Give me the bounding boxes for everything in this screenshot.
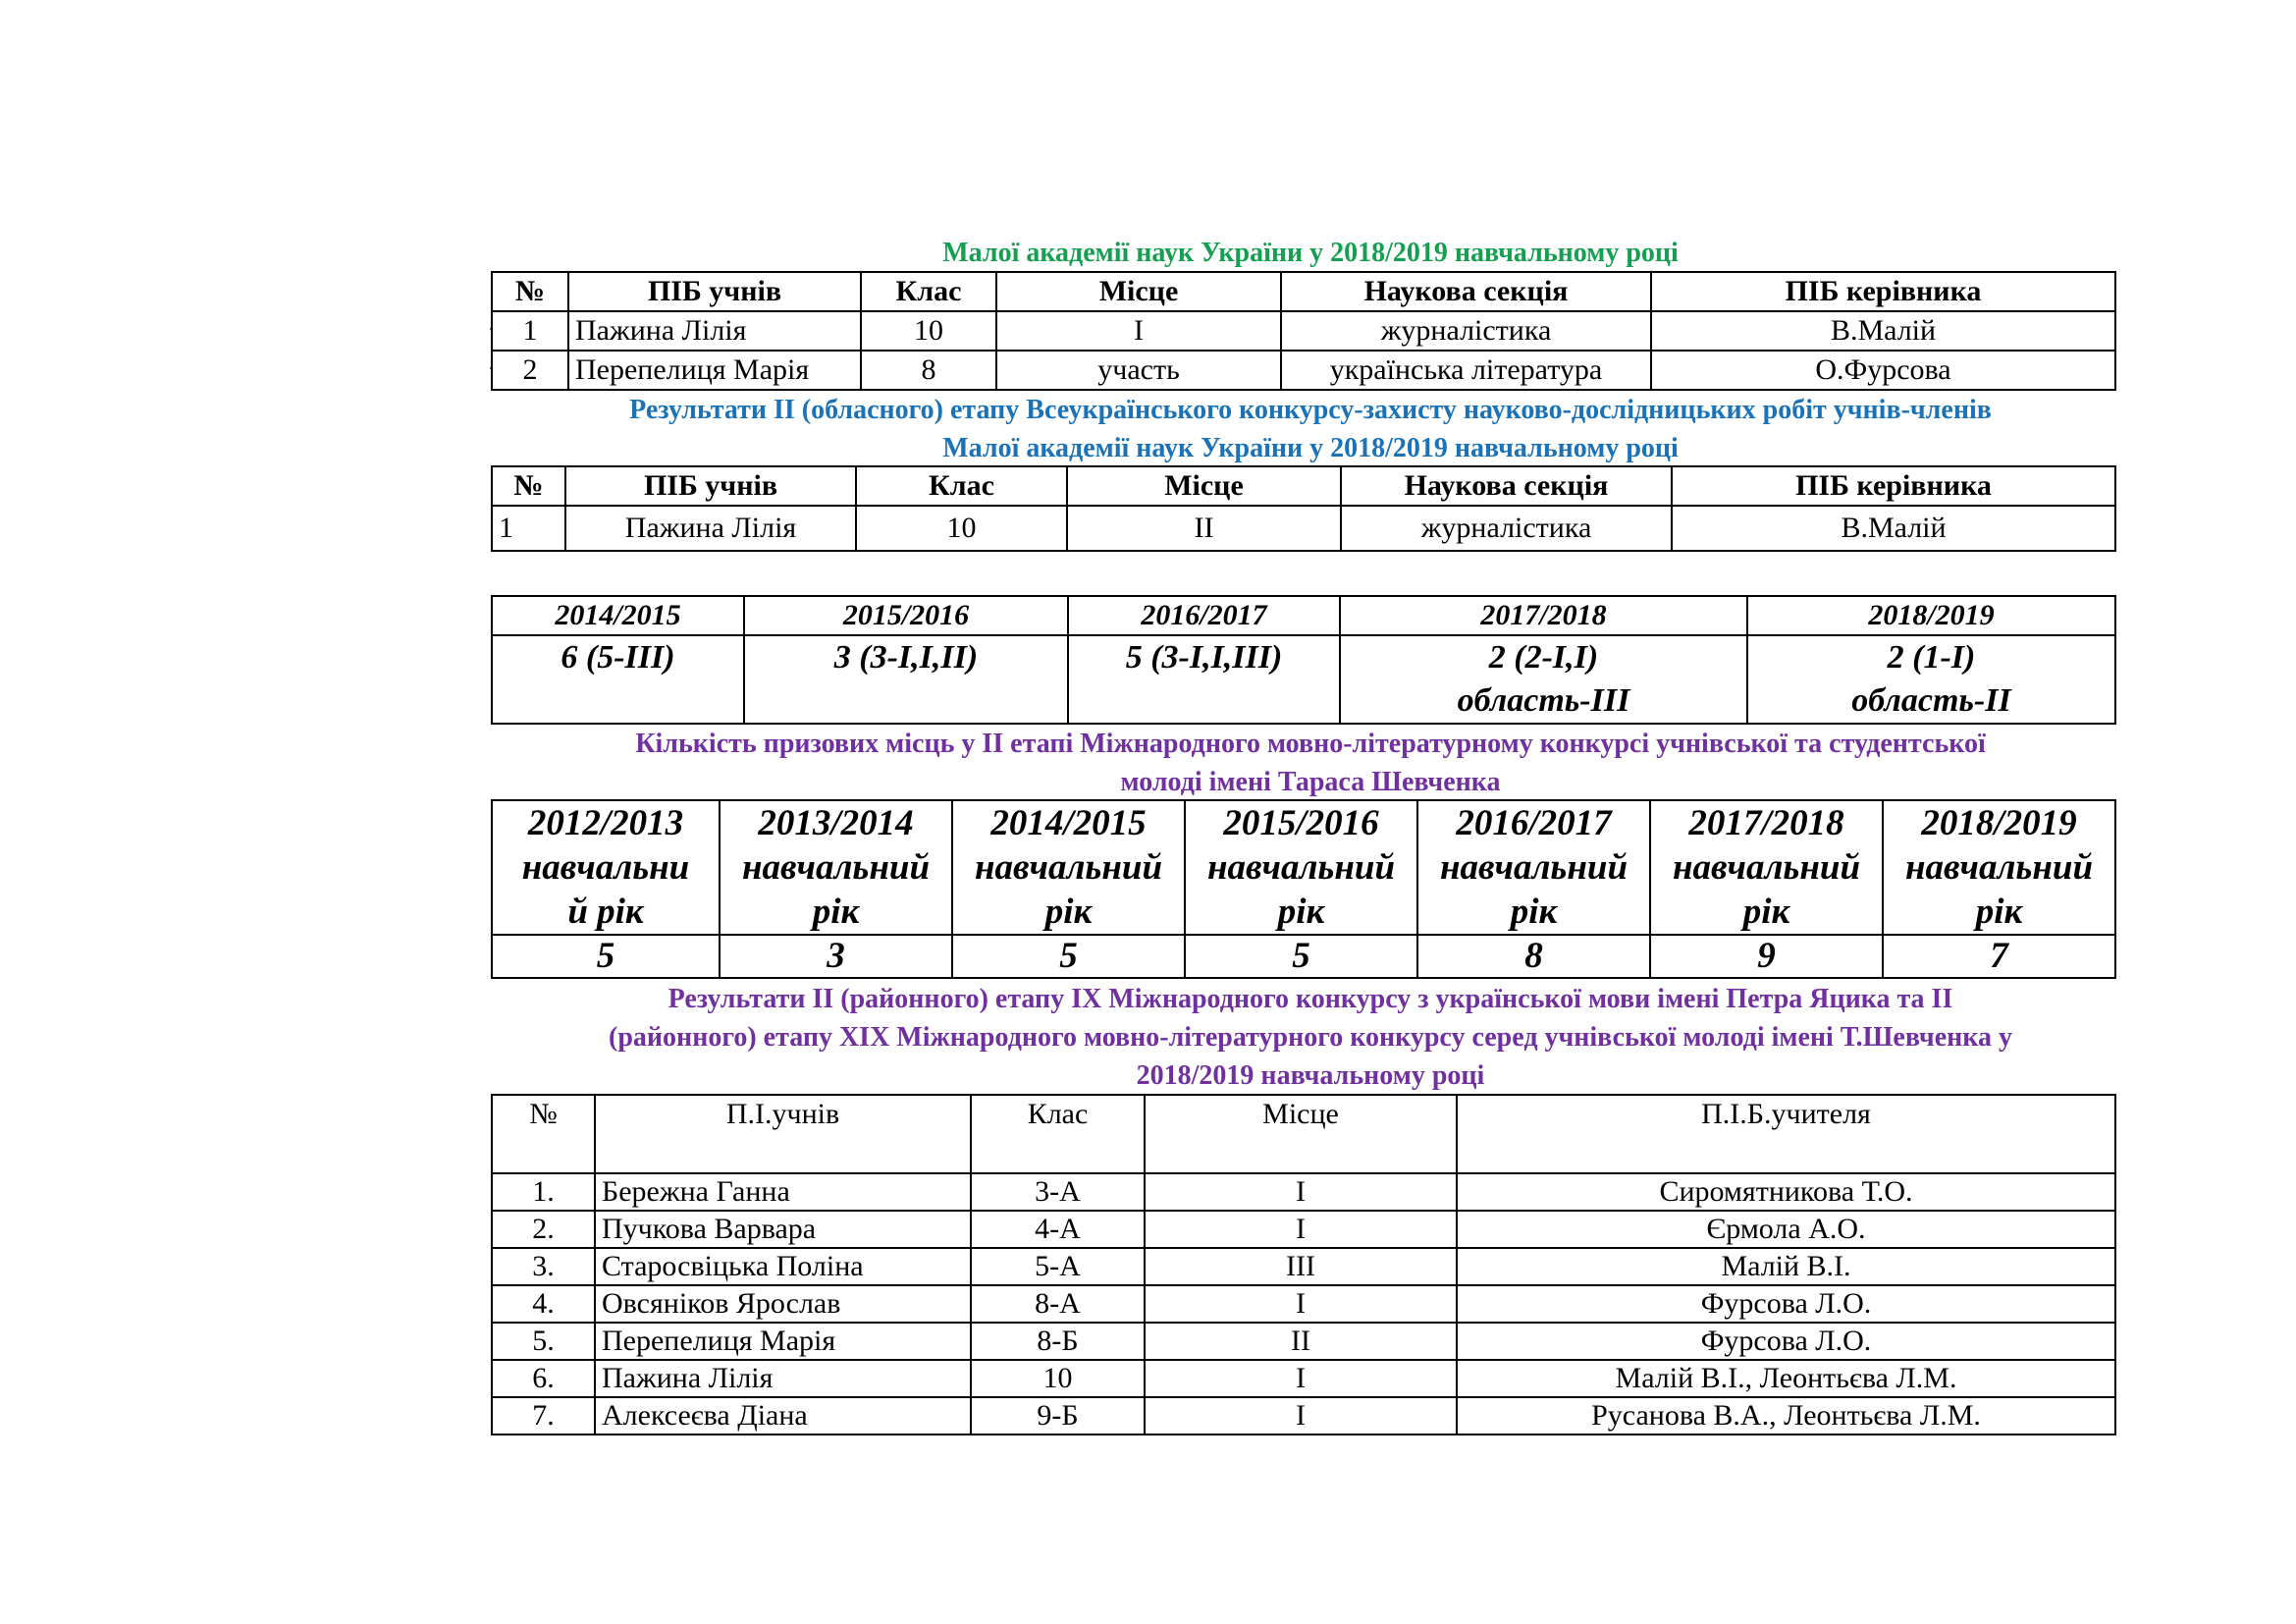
header-year [952,800,1185,935]
cell-line1: 3 (3-І,І,ІІ) [833,639,979,676]
header-section: Наукова секція [1341,466,1672,506]
cell-section: журналістика [1281,311,1651,351]
cell-section: українська література [1281,351,1651,390]
cell-grade: 3-А [971,1173,1145,1211]
cell-prize-count: 9 [1650,935,1883,978]
cell-number: 5. [492,1323,595,1360]
cell-student-name: Старосвіцька Поліна [595,1248,971,1285]
section4-heading-line1: Кількість призових місць у ІІ етапі Міжнародного мовно-літературному конкурсі учнівської та студентської [635,729,1986,759]
year-label: 2016/2017 [1456,803,1612,843]
section5-heading [471,980,2150,1095]
header-place: Місце [996,272,1281,311]
year-suffix: навчальний [1206,847,1396,888]
table-row [492,635,2115,724]
year-suffix: навчальний [1904,847,2094,888]
table-row [492,935,2115,978]
table-header-row [492,272,2115,311]
cell-place: ІІ [1145,1323,1457,1360]
section5-heading-line1: Результати ІІ (районного) етапу ІХ Міжнародного конкурсу з української мови імені Петра Яцика та ІІ [667,984,1953,1014]
section2-heading-line2: Малої академії наук України у 2018/2019 навчальному році [942,433,1679,463]
header-grade: Клас [861,272,996,311]
cell-place: І [1145,1211,1457,1248]
year-suffix: рік [1510,892,1558,932]
cell-student-name: Перепелиця Марія [568,351,861,390]
header-place: Місце [1067,466,1341,506]
table-header-row [492,596,2115,635]
cell-section: журналістика [1341,506,1672,551]
cell-number: 1. [492,1173,595,1211]
cell-supervisor: В.Малій [1672,506,2115,551]
cell-grade: 8 [861,351,996,390]
year-suffix: навчальний [1672,847,1861,888]
cell-prize-count: 5 [1185,935,1417,978]
header-year: 2015/2016 [744,596,1068,635]
cell-number: 1 [492,506,565,551]
table-shevchenko-prizes [491,799,2114,979]
table-row [492,506,2115,551]
cell-grade: 4-А [971,1211,1145,1248]
cell-line2: область-ІІІ [1457,682,1630,719]
header-place: Місце [1145,1095,1457,1173]
table-header-row [492,800,2115,935]
cell-grade: 8-Б [971,1323,1145,1360]
cell-line1: 2 (1-І) [1887,639,1976,676]
header-student-name: ПІБ учнів [565,466,856,506]
year-suffix: рік [1044,892,1093,932]
header-year: 2014/2015 [492,596,744,635]
cell-place: І [1145,1360,1457,1397]
header-year: 2018/2019 [1747,596,2115,635]
header-supervisor: ПІБ керівника [1651,272,2115,311]
cell-line1: 6 (5-ІІІ) [561,639,675,676]
cell-teacher: Сиромятникова Т.О. [1457,1173,2115,1211]
cell-line2: область-ІІ [1851,682,2011,719]
year-label: 2014/2015 [990,803,1147,843]
cell-supervisor: В.Малій [1651,311,2115,351]
year-label: 2012/2013 [527,803,684,843]
cell-teacher: Єрмола А.О. [1457,1211,2115,1248]
cell-student-name: Алексеєва Діана [595,1397,971,1435]
cell-number: . 1 [492,311,568,351]
cell-grade: 5-А [971,1248,1145,1285]
table-row [492,1397,2115,1435]
section1-heading: Малої академії наук України у 2018/2019 навчальному році [942,238,1679,268]
year-suffix: рік [812,892,860,932]
cell-prize-count [1068,635,1340,724]
table-row [492,1173,2115,1211]
cell-line1: 5 (3-І,І,ІІІ) [1125,639,1283,676]
cell-prize-count [744,635,1068,724]
cell-number: 2. [492,1211,595,1248]
cell-student-name: Пажина Лілія [568,311,861,351]
header-year: 2017/2018 [1340,596,1747,635]
section4-heading-line2: молоді імені Тараса Шевченка [1120,767,1501,797]
cell-line1: 2 (2-І,І) [1488,639,1599,676]
cell-prize-count: 3 [720,935,952,978]
header-year [1417,800,1650,935]
cell-student-name: Пучкова Варвара [595,1211,971,1248]
cell-student-name: Пажина Лілія [595,1360,971,1397]
cell-place: ІІ [1067,506,1341,551]
year-suffix: й рік [567,892,644,932]
table-row [492,1248,2115,1285]
section2-heading [471,391,2150,467]
header-student-name: П.І.учнів [595,1095,971,1173]
year-label: 2017/2018 [1688,803,1844,843]
header-number: № [492,272,568,311]
header-year [720,800,952,935]
year-label: 2015/2016 [1223,803,1379,843]
cell-student-name: Пажина Лілія [565,506,856,551]
section4-heading [471,725,2150,801]
year-suffix: рік [1742,892,1790,932]
header-number: № [492,466,565,506]
table-header-row [492,1095,2115,1173]
cell-prize-count [1747,635,2115,724]
header-student-name: ПІБ учнів [568,272,861,311]
cell-place: І [1145,1285,1457,1323]
cell-number: 7. [492,1397,595,1435]
header-supervisor: ПІБ керівника [1672,466,2115,506]
cell-teacher: Малій В.І., Леонтьєва Л.М. [1457,1360,2115,1397]
cell-number: . 2 [492,351,568,390]
year-suffix: навчальний [741,847,931,888]
year-label: 2018/2019 [1921,803,2077,843]
cell-prize-count: 5 [492,935,720,978]
cell-prize-count [1340,635,1747,724]
year-suffix: навчальни [521,847,690,888]
cell-student-name: Перепелиця Марія [595,1323,971,1360]
table-row [492,351,2115,390]
cell-student-name: Бережна Ганна [595,1173,971,1211]
year-suffix: рік [1975,892,2023,932]
year-suffix: навчальний [1439,847,1629,888]
cell-number: 3. [492,1248,595,1285]
cell-number: 6. [492,1360,595,1397]
cell-place: І [1145,1173,1457,1211]
cell-place: І [996,311,1281,351]
cell-grade: 8-А [971,1285,1145,1323]
header-teacher: П.І.Б.учителя [1457,1095,2115,1173]
year-suffix: навчальний [974,847,1163,888]
header-number: № [492,1095,595,1173]
cell-place: ІІІ [1145,1248,1457,1285]
cell-supervisor: О.Фурсова [1651,351,2115,390]
table-prize-counts-by-year [491,595,2114,725]
table-district-results [491,1094,2114,1435]
table-msa-results-1 [491,271,2114,391]
header-year [1650,800,1883,935]
cell-prize-count: 7 [1883,935,2115,978]
section5-heading-line2: (районного) етапу ХІХ Міжнародного мовно-літературного конкурсу серед учнівської молоді імені Т.Шевченка у [609,1022,2012,1053]
table-row [492,1360,2115,1397]
section2-heading-line1: Результати ІІ (обласного) етапу Всеукраїнського конкурсу-захисту науково-дослідницьких робіт учнів-членів [629,395,1992,425]
cell-place: участь [996,351,1281,390]
table-header-row [492,466,2115,506]
cell-place: І [1145,1397,1457,1435]
cell-grade: 10 [856,506,1067,551]
cell-number: 4. [492,1285,595,1323]
cell-teacher: Фурсова Л.О. [1457,1285,2115,1323]
cell-grade: 10 [861,311,996,351]
cell-teacher: Фурсова Л.О. [1457,1323,2115,1360]
cell-grade: 9-Б [971,1397,1145,1435]
cell-prize-count [492,635,744,724]
table-row [492,1285,2115,1323]
header-year [1883,800,2115,935]
cell-prize-count: 5 [952,935,1185,978]
year-label: 2013/2014 [758,803,914,843]
cell-grade: 10 [971,1360,1145,1397]
year-suffix: рік [1277,892,1325,932]
header-year [492,800,720,935]
header-year [1185,800,1417,935]
header-grade: Клас [971,1095,1145,1173]
section5-heading-line3: 2018/2019 навчальному році [1136,1060,1485,1091]
header-section: Наукова секція [1281,272,1651,311]
header-year: 2016/2017 [1068,596,1340,635]
table-row [492,1211,2115,1248]
cell-student-name: Овсяніков Ярослав [595,1285,971,1323]
cell-prize-count: 8 [1417,935,1650,978]
cell-teacher: Русанова В.А., Леонтьєва Л.М. [1457,1397,2115,1435]
table-row [492,1323,2115,1360]
header-grade: Клас [856,466,1067,506]
table-row [492,311,2115,351]
table-msa-results-2 [491,465,2114,552]
cell-teacher: Малій В.І. [1457,1248,2115,1285]
